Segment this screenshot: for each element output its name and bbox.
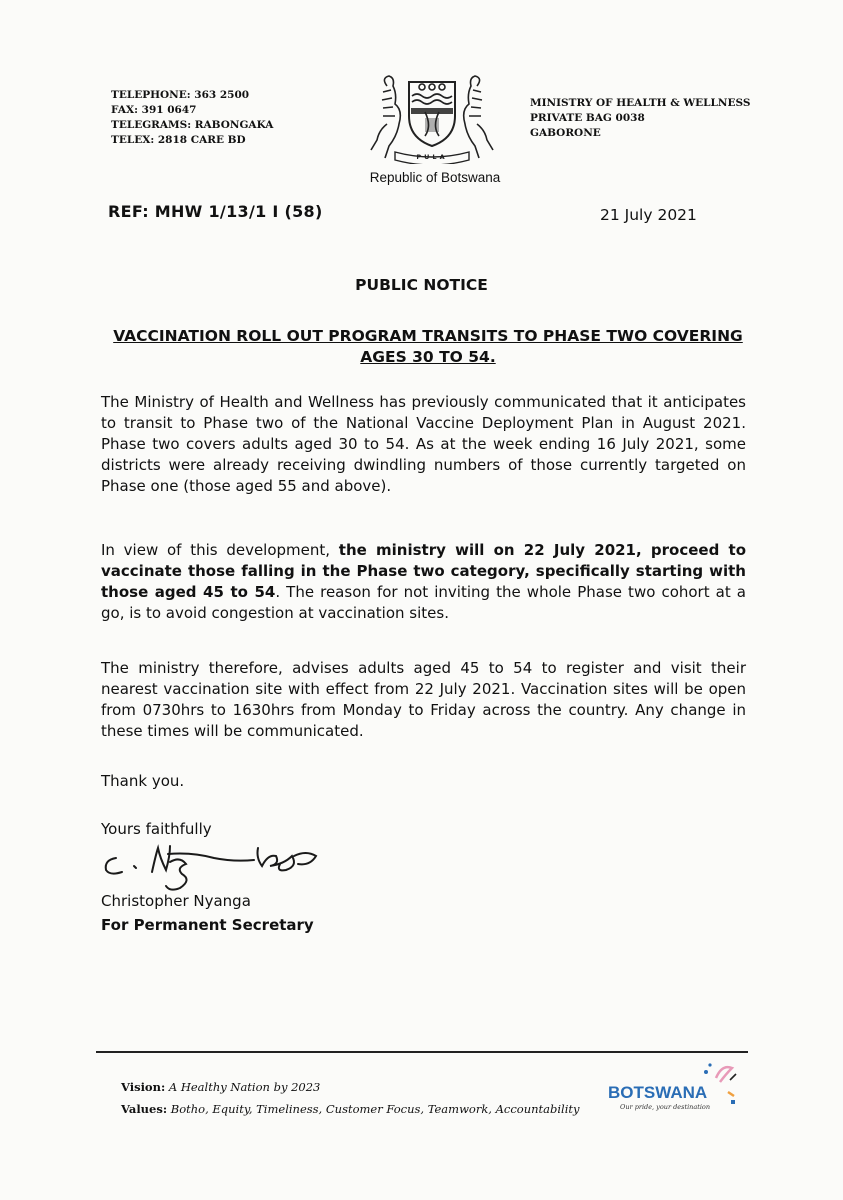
telegrams-line: TELEGRAMS: RABONGAKA [111,119,274,131]
footer-vision-values [121,1076,580,1120]
values-text: Botho, Equity, Timeliness, Customer Focus, Teamwork, Accountability [170,1102,580,1116]
svg-text:PULA: PULA [416,153,448,161]
paragraph-2 [101,540,746,624]
botswana-brand-logo [600,1056,745,1116]
handwritten-signature-icon [98,838,338,898]
brand-tagline: Our pride, your destination [620,1103,711,1111]
brand-name: BOTSWANA [608,1083,708,1102]
paragraph-2-lead: In view of this development, [101,541,339,559]
reference-number: REF: MHW 1/13/1 I (58) [108,202,323,221]
country-caption: Republic of Botswana [369,170,501,185]
private-bag: PRIVATE BAG 0038 [530,112,645,124]
paragraph-2-emphasis: the ministry will on 22 July 2021, proceed to vaccinate those falling in the Phase two category, specifically starting with those aged 45 to 54 [101,541,747,601]
telephone-line: TELEPHONE: 363 2500 [111,89,250,101]
coat-of-arms-icon [365,72,499,164]
ministry-address [530,96,750,141]
values-label: Values: [121,1102,168,1116]
vision-label: Vision: [121,1080,166,1094]
values-line [121,1098,580,1120]
paragraph-2-rest: . The reason for not inviting the whole Phase two cohort at a go, is to avoid congestion at vaccination sites. [101,583,746,622]
fax-line: FAX: 391 0647 [111,104,197,116]
notice-title: PUBLIC NOTICE [355,276,488,294]
paragraph-1: The Ministry of Health and Wellness has previously communicated that it anticipates to transit to Phase two of the National Vaccine Deployment Plan in August 2021. Phase two covers adults aged 30 to 54. As at the week ending 16 July 2021, some districts were already receiving dwindling numbers of those currently targeted on Phase one (those aged 55 and above). [101,393,746,495]
telex-line: TELEX: 2818 CARE BD [111,134,246,146]
footer-divider [96,1051,748,1053]
letterhead-contacts [111,88,273,148]
valediction: Yours faithfully [101,820,212,838]
paragraph-3: The ministry therefore, advises adults aged 45 to 54 to register and visit their nearest vaccination site with effect from 22 July 2021. Vaccination sites will be open from 0730hrs to 1630hrs from Monday to Friday across the country. Any change in these times will be communicated. [101,659,746,740]
signer-name: Christopher Nyanga [101,892,251,910]
ministry-name: MINISTRY OF HEALTH & WELLNESS [530,97,751,109]
brand-swirl-icon [704,1063,736,1104]
letter-date: 21 July 2021 [600,206,697,224]
vision-text: A Healthy Nation by 2023 [168,1080,321,1094]
vision-line [121,1076,580,1098]
headline: VACCINATION ROLL OUT PROGRAM TRANSITS TO PHASE TWO COVERING AGES 30 TO 54. [113,327,743,366]
thanks-line: Thank you. [101,772,185,790]
city: GABORONE [530,127,601,139]
signer-role: For Permanent Secretary [101,916,314,934]
